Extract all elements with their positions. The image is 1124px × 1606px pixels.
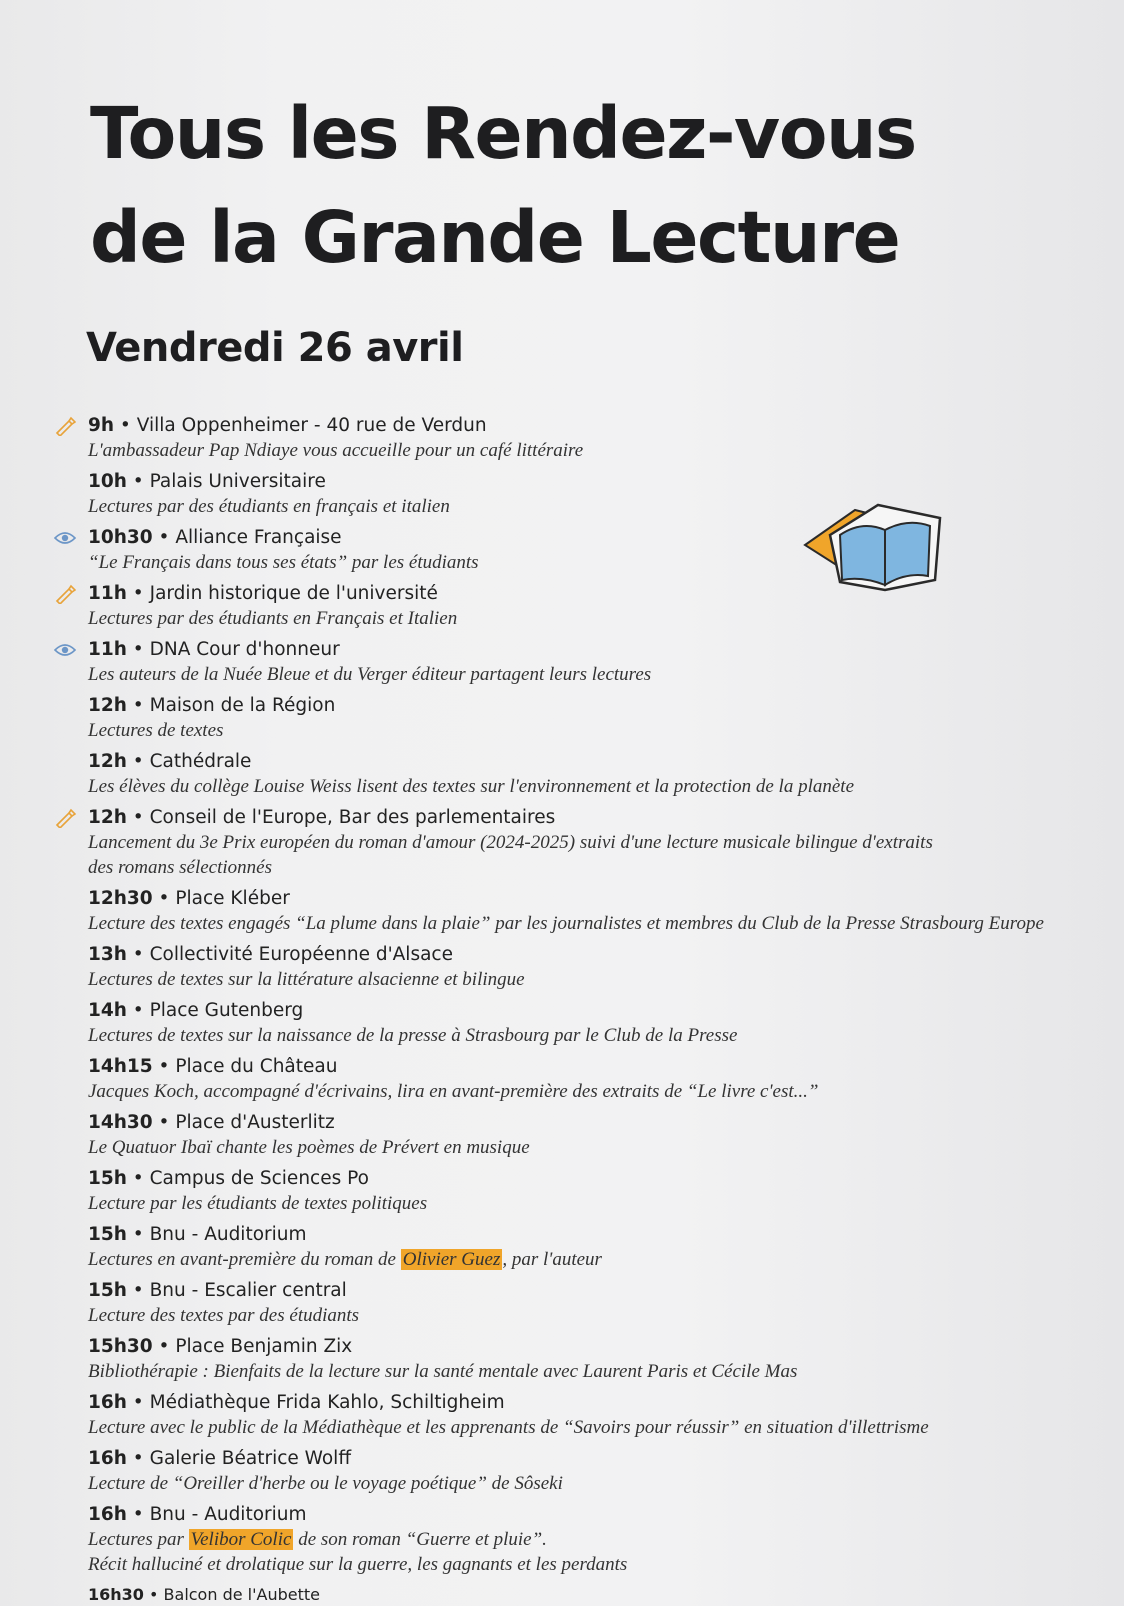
bullet-separator: • xyxy=(152,1336,176,1357)
event-description: L'ambassadeur Pap Ndiaye vous accueille pour un café littéraire xyxy=(88,440,584,461)
event-description: Lecture par les étudiants de textes politiques xyxy=(88,1193,428,1214)
event-place: Place d'Austerlitz xyxy=(175,1112,335,1133)
event-heading xyxy=(88,414,1108,438)
event-description: “Le Français dans tous ses états” par les étudiants xyxy=(88,552,479,573)
bullet-separator: • xyxy=(126,1168,150,1189)
event-time: 9h xyxy=(88,415,115,436)
event-description xyxy=(88,1247,1108,1272)
event-description: Lectures de textes sur la littérature alsacienne et bilingue xyxy=(88,969,525,990)
bullet-separator: • xyxy=(126,1448,150,1469)
bullet-separator: • xyxy=(152,888,176,909)
event-item xyxy=(88,1223,1108,1272)
eye-icon xyxy=(54,528,76,548)
event-place: Alliance Française xyxy=(175,527,342,548)
event-time: 15h xyxy=(88,1224,127,1245)
date-heading: Vendredi 26 avril xyxy=(86,325,464,371)
event-item xyxy=(88,1055,1108,1104)
event-item xyxy=(88,470,1108,519)
event-item xyxy=(88,999,1108,1048)
event-description: Lecture avec le public de la Médiathèque et les apprenants de “Savoirs pour réussir” en situation d'illettrisme xyxy=(88,1417,929,1438)
pen-icon xyxy=(54,584,76,604)
event-place: Bnu - Auditorium xyxy=(149,1504,307,1525)
bullet-separator: • xyxy=(126,639,150,660)
eye-icon xyxy=(54,640,76,660)
bullet-separator: • xyxy=(152,1112,176,1133)
event-heading xyxy=(88,638,1108,662)
event-time: 14h xyxy=(88,1000,127,1021)
event-description: Jacques Koch, accompagné d'écrivains, lira en avant-première des extraits de “Le livre c'est...” xyxy=(88,1081,819,1102)
event-heading xyxy=(88,806,1108,830)
event-time: 14h15 xyxy=(88,1056,153,1077)
event-place: Galerie Béatrice Wolff xyxy=(149,1448,352,1469)
event-description: Les élèves du collège Louise Weiss lisent des textes sur l'environnement et la protection de la planète xyxy=(88,776,855,797)
event-description: Lecture des textes engagés “La plume dans la plaie” par les journalistes et membres du Club de la Presse Strasbourg Europe xyxy=(88,913,1044,934)
event-item xyxy=(88,526,1108,575)
event-description-continued: des romans sélectionnés xyxy=(88,857,272,878)
event-time: 16h30 xyxy=(88,1585,144,1604)
event-item xyxy=(88,694,1108,743)
bullet-separator: • xyxy=(114,415,137,436)
event-description: Lectures de textes sur la naissance de la presse à Strasbourg par le Club de la Presse xyxy=(88,1025,738,1046)
bullet-separator: • xyxy=(126,471,150,492)
event-description: Le Quatuor Ibaï chante les poèmes de Prévert en musique xyxy=(88,1137,530,1158)
event-description: Lecture des textes par des étudiants xyxy=(88,1305,360,1326)
event-time: 11h xyxy=(88,583,127,604)
event-description xyxy=(88,1527,1108,1552)
event-place: Bnu - Auditorium xyxy=(149,1224,307,1245)
event-time: 12h xyxy=(88,751,127,772)
event-time: 15h xyxy=(88,1280,127,1301)
event-item xyxy=(88,750,1108,799)
event-place: Collectivité Européenne d'Alsace xyxy=(149,944,453,965)
bullet-separator: • xyxy=(126,1280,150,1301)
event-time: 10h xyxy=(88,471,127,492)
event-place: Conseil de l'Europe, Bar des parlementaires xyxy=(149,807,556,828)
event-place: Bnu - Escalier central xyxy=(149,1280,347,1301)
event-heading xyxy=(88,750,1108,774)
event-heading xyxy=(88,470,1108,494)
event-description: Les auteurs de la Nuée Bleue et du Verger éditeur partagent leurs lectures xyxy=(88,664,652,685)
event-item xyxy=(88,638,1108,687)
event-heading xyxy=(88,1111,1108,1135)
event-place: Médiathèque Frida Kahlo, Schiltigheim xyxy=(149,1392,505,1413)
event-item xyxy=(88,943,1108,992)
bullet-separator: • xyxy=(126,1224,150,1245)
event-place: Balcon de l'Aubette xyxy=(163,1585,320,1604)
event-description-continued: Récit halluciné et drolatique sur la guerre, les gagnants et les perdants xyxy=(88,1554,628,1575)
pen-icon xyxy=(54,808,76,828)
event-heading xyxy=(88,1447,1108,1471)
event-place: Palais Universitaire xyxy=(149,471,326,492)
event-place: Campus de Sciences Po xyxy=(149,1168,369,1189)
event-heading xyxy=(88,1167,1108,1191)
event-heading xyxy=(88,1584,1108,1606)
event-time: 15h30 xyxy=(88,1336,153,1357)
event-heading xyxy=(88,582,1108,606)
event-description: Lecture de “Oreiller d'herbe ou le voyage poétique” de Sôseki xyxy=(88,1473,563,1494)
bullet-separator: • xyxy=(126,1392,150,1413)
bullet-separator: • xyxy=(126,1000,150,1021)
event-heading xyxy=(88,1391,1108,1415)
highlighted-author: Velibor Colic xyxy=(190,1529,292,1550)
event-time: 12h xyxy=(88,695,127,716)
event-heading xyxy=(88,1055,1108,1079)
event-place: Villa Oppenheimer - 40 rue de Verdun xyxy=(136,415,487,436)
event-time: 10h30 xyxy=(88,527,153,548)
event-item xyxy=(88,582,1108,631)
bullet-separator: • xyxy=(126,944,150,965)
event-item xyxy=(88,1391,1108,1440)
event-place: Place Kléber xyxy=(175,888,290,909)
bullet-separator: • xyxy=(126,807,150,828)
event-heading xyxy=(88,1503,1108,1527)
bullet-separator: • xyxy=(143,1585,164,1604)
event-place: Place du Château xyxy=(175,1056,338,1077)
event-time: 12h30 xyxy=(88,888,153,909)
event-description: Bibliothérapie : Bienfaits de la lecture sur la santé mentale avec Laurent Paris et Cécile Mas xyxy=(88,1361,798,1382)
event-time: 16h xyxy=(88,1448,127,1469)
event-place: DNA Cour d'honneur xyxy=(149,639,340,660)
event-item xyxy=(88,1335,1108,1384)
description-text: Lectures par xyxy=(88,1529,189,1550)
event-time: 12h xyxy=(88,807,127,828)
event-heading xyxy=(88,999,1108,1023)
event-heading xyxy=(88,943,1108,967)
bullet-separator: • xyxy=(126,1504,150,1525)
event-item xyxy=(88,1447,1108,1496)
event-time: 15h xyxy=(88,1168,127,1189)
description-text: Lectures en avant-première du roman de xyxy=(88,1249,401,1270)
event-place: Maison de la Région xyxy=(149,695,336,716)
event-item xyxy=(88,1503,1108,1577)
event-description: Lectures par des étudiants en Français et Italien xyxy=(88,608,458,629)
event-item xyxy=(88,1111,1108,1160)
event-item xyxy=(88,414,1108,463)
event-item xyxy=(88,806,1108,880)
event-heading xyxy=(88,1279,1108,1303)
event-place: Place Benjamin Zix xyxy=(175,1336,353,1357)
event-time: 13h xyxy=(88,944,127,965)
event-heading xyxy=(88,1335,1108,1359)
event-item xyxy=(88,1584,1108,1606)
event-heading xyxy=(88,526,1108,550)
bullet-separator: • xyxy=(126,583,150,604)
bullet-separator: • xyxy=(126,751,150,772)
event-time: 11h xyxy=(88,639,127,660)
highlighted-author: Olivier Guez xyxy=(402,1249,501,1270)
event-description: Lancement du 3e Prix européen du roman d'amour (2024-2025) suivi d'une lecture musicale bilingue d'extraits xyxy=(88,832,933,853)
event-description: Lectures de textes xyxy=(88,720,224,741)
pen-icon xyxy=(54,416,76,436)
event-description: Lectures par des étudiants en français et italien xyxy=(88,496,450,517)
event-time: 16h xyxy=(88,1392,127,1413)
event-heading xyxy=(88,887,1108,911)
event-item xyxy=(88,1167,1108,1216)
event-item xyxy=(88,887,1108,936)
page-title xyxy=(90,82,1050,290)
description-text: de son roman “Guerre et pluie”. xyxy=(293,1529,547,1550)
event-item xyxy=(88,1279,1108,1328)
event-heading xyxy=(88,694,1108,718)
bullet-separator: • xyxy=(152,527,176,548)
event-heading xyxy=(88,1223,1108,1247)
title-line-1: Tous les Rendez-vous xyxy=(90,92,916,175)
bullet-separator: • xyxy=(126,695,150,716)
event-place: Jardin historique de l'université xyxy=(149,583,438,604)
title-line-2: de la Grande Lecture xyxy=(90,196,900,279)
description-text: , par l'auteur xyxy=(502,1249,602,1270)
events-list xyxy=(88,414,1108,1606)
event-time: 14h30 xyxy=(88,1112,153,1133)
event-place: Place Gutenberg xyxy=(149,1000,304,1021)
event-place: Cathédrale xyxy=(149,751,252,772)
bullet-separator: • xyxy=(152,1056,176,1077)
event-time: 16h xyxy=(88,1504,127,1525)
